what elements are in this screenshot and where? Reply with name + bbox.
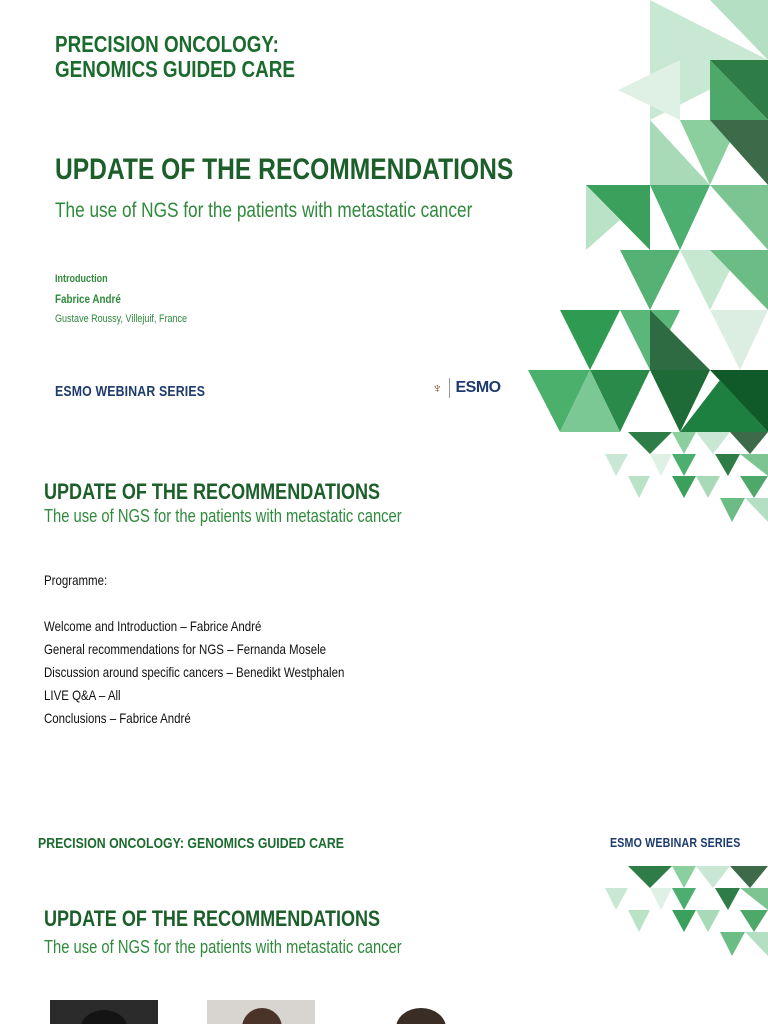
course-title: PRECISION ONCOLOGY: GENOMICS GUIDED CARE <box>38 835 344 852</box>
slide-title: UPDATE OF THE RECOMMENDATIONS <box>55 153 514 186</box>
slide-subtitle: The use of NGS for the patients with metastatic cancer <box>44 937 402 957</box>
esmo-webinar-series-logo: ESMO WEBINAR SERIES <box>55 383 206 400</box>
slide-subtitle: The use of NGS for the patients with metastatic cancer <box>44 506 402 526</box>
green-triangle-pattern <box>600 866 768 961</box>
slide-subtitle: The use of NGS for the patients with metastatic cancer <box>55 199 473 222</box>
session-label: Introduction <box>55 273 108 285</box>
speaker-photo <box>388 1000 458 1024</box>
speaker-photo <box>207 1000 315 1024</box>
esmo-logo: ESMO <box>455 379 501 396</box>
esmo-webinar-series-logo: ESMO WEBINAR SERIES <box>610 835 741 850</box>
speaker-affiliation: Gustave Roussy, Villejuif, France <box>55 313 188 325</box>
speakers-slide <box>0 812 768 1024</box>
speaker-name: Fabrice André <box>55 292 121 306</box>
programme-item: Conclusions – Fabrice André <box>44 710 191 726</box>
esmo-logo-block <box>432 378 501 398</box>
programme-item: Discussion around specific cancers – Benedikt Westphalen <box>44 664 345 680</box>
programme-item: LIVE Q&A – All <box>44 687 121 703</box>
course-title-line2: GENOMICS GUIDED CARE <box>55 56 295 82</box>
speaker-photo <box>50 1000 158 1024</box>
programme-item: Welcome and Introduction – Fabrice André <box>44 618 262 634</box>
society-emblem-icon: ♆ <box>432 380 443 396</box>
slide-title: UPDATE OF THE RECOMMENDATIONS <box>44 479 381 504</box>
programme-slide <box>0 432 768 812</box>
course-title-line1: PRECISION ONCOLOGY: <box>55 31 279 57</box>
green-triangle-pattern <box>520 0 768 432</box>
slide-title: UPDATE OF THE RECOMMENDATIONS <box>44 906 381 931</box>
course-title <box>55 32 348 82</box>
green-triangle-pattern <box>600 432 768 527</box>
title-slide <box>0 0 768 432</box>
logo-divider <box>449 378 450 398</box>
programme-label: Programme: <box>44 572 108 588</box>
programme-item: General recommendations for NGS – Fernanda Mosele <box>44 641 327 657</box>
programme-list <box>44 569 410 730</box>
